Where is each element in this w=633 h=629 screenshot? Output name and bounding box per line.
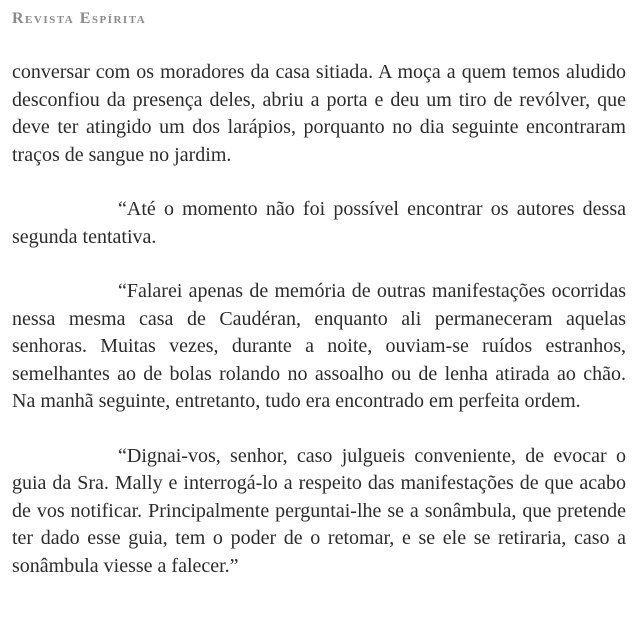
- paragraph-4: “Dignai-vos, senhor, caso julgueis conveniente, de evocar o guia da Sra. Mally e interrogá-lo a respeito das manifestações de que acabo de vos notificar. Principalmente perguntai-lhe se a sonâmbula, que pretende ter dado esse guia, tem o poder de o retomar, e se ele se retiraria, caso a sonâmbula viesse a falecer.”: [12, 444, 626, 577]
- paragraph-1: conversar com os moradores da casa sitiada. A moça a quem temos aludido desconfiou da presença deles, abriu a porta e deu um tiro de revólver, que deve ter atingido um dos larápios, porquanto no dia seguinte encontraram traços de sangue no jardim.: [12, 61, 626, 166]
- running-header-title: Revista Espírita: [12, 10, 147, 27]
- paragraph-3: “Falarei apenas de memória de outras manifestações ocorridas nessa mesma casa de Caudéran, enquanto ali permaneceram aquelas senhoras. Muitas vezes, durante a noite, ouviam-se ruídos estranhos, semelhantes ao de bolas rolando no assoalho ou de lenha atirada ao chão. Na manhã seguinte, entretanto, tudo era encontrado em perfeita ordem.: [12, 280, 626, 412]
- paragraph-2: “Até o momento não foi possível encontrar os autores dessa segunda tentativa.: [12, 198, 626, 248]
- body-text: [12, 59, 626, 580]
